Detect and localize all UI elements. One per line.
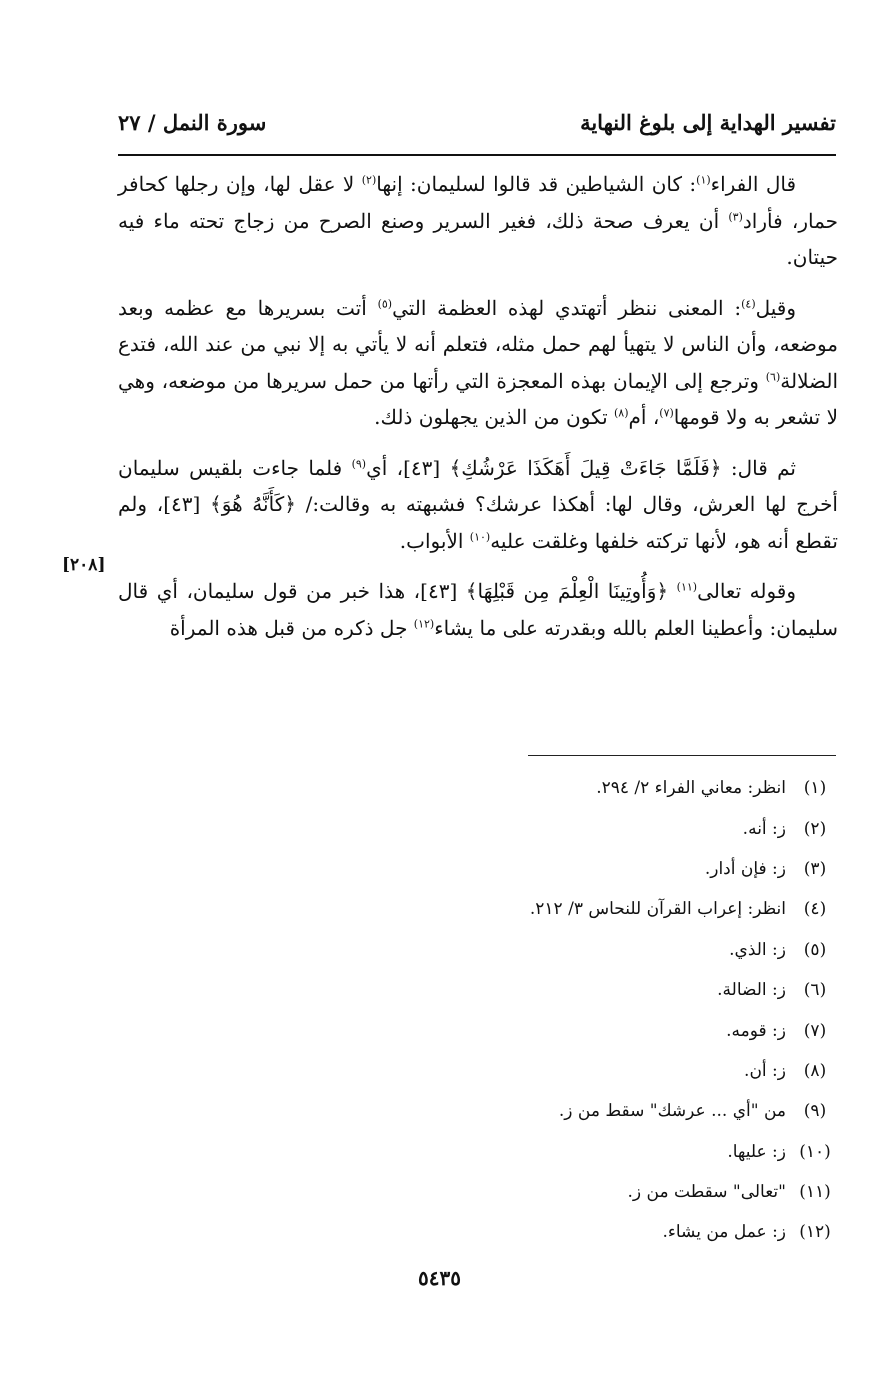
footnote-item bbox=[380, 1212, 836, 1252]
text-run: وقوله تعالى bbox=[697, 579, 797, 603]
footnote-item bbox=[380, 768, 836, 808]
paragraph-1 bbox=[118, 166, 838, 276]
surah-title: سورة النمل / ٢٧ bbox=[118, 110, 267, 135]
text-run: : كان الشياطين قد قالوا لسليمان: إنها bbox=[376, 172, 697, 196]
paragraph-4 bbox=[118, 573, 838, 646]
footnote-number: (٦) bbox=[803, 980, 827, 1001]
footnote-item bbox=[380, 1132, 836, 1172]
footnote-ref: (١) bbox=[696, 173, 711, 187]
footnote-ref: (١٢) bbox=[413, 616, 435, 630]
text-run: [٤٣]، ولم تقطع أنه هو، لأنها تركته خلفها وغلقت عليه bbox=[118, 492, 838, 553]
footnote-rule bbox=[528, 755, 836, 756]
footnotes bbox=[380, 768, 836, 1253]
footnote-ref: (٦) bbox=[765, 369, 781, 383]
paragraph-3 bbox=[118, 450, 838, 560]
footnote-number: (١١) bbox=[799, 1182, 831, 1203]
text-run: قال الفراء bbox=[710, 172, 796, 196]
footnote-text: انظر: إعراب القرآن للنحاس ٣/ ٢١٢. bbox=[529, 899, 786, 920]
footnote-item bbox=[380, 970, 836, 1010]
footnote-item bbox=[380, 1091, 836, 1131]
footnote-ref: (١٠) bbox=[469, 529, 491, 543]
quran-verse: ﴿كَأَنَّهُ هُوَ﴾ bbox=[210, 492, 296, 516]
footnote-text: ز: عمل من يشاء. bbox=[662, 1222, 786, 1243]
main-text bbox=[118, 166, 838, 646]
footnote-number: (٢) bbox=[803, 818, 827, 839]
footnote-ref: (١١) bbox=[676, 580, 698, 594]
page-number: ٥٤٣٥ bbox=[418, 1266, 461, 1290]
footnote-text: ز: عليها. bbox=[727, 1141, 786, 1162]
text-run bbox=[668, 579, 677, 603]
quran-verse: ﴿فَلَمَّا جَاءَتْ قِيلَ أَهَكَذَا عَرْشُكِ﴾ bbox=[449, 455, 722, 480]
manuscript-folio-ref: [٢٠٨] bbox=[62, 555, 106, 575]
text-run: لا عقل لها، وإن رجلها كحافر حمار، فأراد bbox=[118, 172, 838, 233]
text-run: وقيل bbox=[755, 295, 797, 320]
footnote-ref: (٤) bbox=[741, 296, 756, 310]
footnote-ref: (٥) bbox=[377, 296, 393, 310]
header-rule bbox=[118, 154, 836, 156]
footnote-text: ز: فإن أدار. bbox=[704, 858, 786, 879]
footnote-number: (١٢) bbox=[799, 1222, 831, 1243]
footnote-item bbox=[380, 1010, 836, 1050]
page-header bbox=[118, 98, 836, 156]
footnote-number: (٩) bbox=[803, 1101, 827, 1122]
footnote-text: انظر: معاني الفراء ٢/ ٢٩٤. bbox=[596, 778, 786, 799]
text-run: أتت بسريرها مع عظمه وبعد موضعه، وأن الناس لا يتهيأ لهم حمل مثله، فتعلم أنه لا يأتي به إلا نبي من عند الله، فتدع الضلالة bbox=[118, 295, 838, 393]
text-run: [٤٣]، أي bbox=[366, 455, 450, 480]
footnote-item bbox=[380, 1051, 836, 1091]
footnote-number: (١) bbox=[803, 778, 827, 799]
footnote-item bbox=[380, 808, 836, 848]
footnote-text: ز: أن. bbox=[744, 1060, 786, 1081]
text-run: : المعنى ننظر أتهتدي لهذه العظمة التي bbox=[392, 295, 742, 320]
footnote-text: "تعالى" سقطت من ز. bbox=[627, 1182, 786, 1203]
footnote-text: ز: قومه. bbox=[726, 1020, 786, 1041]
footnote-number: (٧) bbox=[803, 1020, 827, 1041]
footnote-number: (١٠) bbox=[799, 1141, 831, 1162]
footnote-text: ز: الضالة. bbox=[717, 980, 786, 1001]
footnote-text: من "أي ... عرشك" سقط من ز. bbox=[558, 1101, 786, 1122]
quran-verse: ﴿وَأُوتِينَا الْعِلْمَ مِن قَبْلِهَا﴾ bbox=[465, 579, 669, 603]
text-run: الأبواب. bbox=[399, 528, 470, 553]
footnote-text: ز: الذي. bbox=[729, 939, 786, 960]
book-title: تفسير الهداية إلى بلوغ النهاية bbox=[580, 110, 836, 135]
paragraph-2 bbox=[118, 290, 838, 436]
text-run: تكون من الذين يجهلون ذلك. bbox=[374, 405, 614, 429]
text-run: وترجع إلى الإيمان بهذه المعجزة التي رأتها من حمل سريرها من موضعه، وهي لا تشعر به ولا قومها bbox=[118, 368, 838, 429]
footnote-ref: (٢) bbox=[361, 173, 377, 187]
text-run: ، أم bbox=[628, 405, 660, 429]
text-run: فلما جاءت بلقيس سليمان أخرج لها العرش، وقال لها: أهكذا عرشك؟ فشبهته به وقالت:/ bbox=[118, 455, 838, 516]
footnote-number: (٨) bbox=[803, 1060, 827, 1081]
footnote-ref: (٩) bbox=[351, 456, 367, 470]
footnote-ref: (٨) bbox=[614, 406, 629, 420]
footnote-ref: (٣) bbox=[728, 209, 743, 223]
footnote-item bbox=[380, 849, 836, 889]
footnote-number: (٣) bbox=[803, 858, 827, 879]
footnote-number: (٤) bbox=[803, 899, 827, 920]
footnote-item bbox=[380, 1172, 836, 1212]
footnote-ref: (٧) bbox=[659, 406, 674, 420]
footnote-item bbox=[380, 889, 836, 929]
text-run: ثم قال: bbox=[721, 455, 796, 480]
text-run: جل ذكره من قبل هذه المرأة bbox=[169, 615, 414, 640]
footnote-text: ز: أنه. bbox=[742, 818, 786, 839]
footnote-item bbox=[380, 930, 836, 970]
text-run: أن يعرف صحة ذلك، فغير السرير وصنع الصرح من زجاج تحته ماء فيه حيتان. bbox=[118, 208, 838, 269]
text-run: [٤٣]، هذا خبر من قول سليمان، أي قال سليمان: وأعطينا العلم بالله وبقدرته على ما يشاء bbox=[118, 579, 838, 640]
footnote-number: (٥) bbox=[803, 939, 827, 960]
